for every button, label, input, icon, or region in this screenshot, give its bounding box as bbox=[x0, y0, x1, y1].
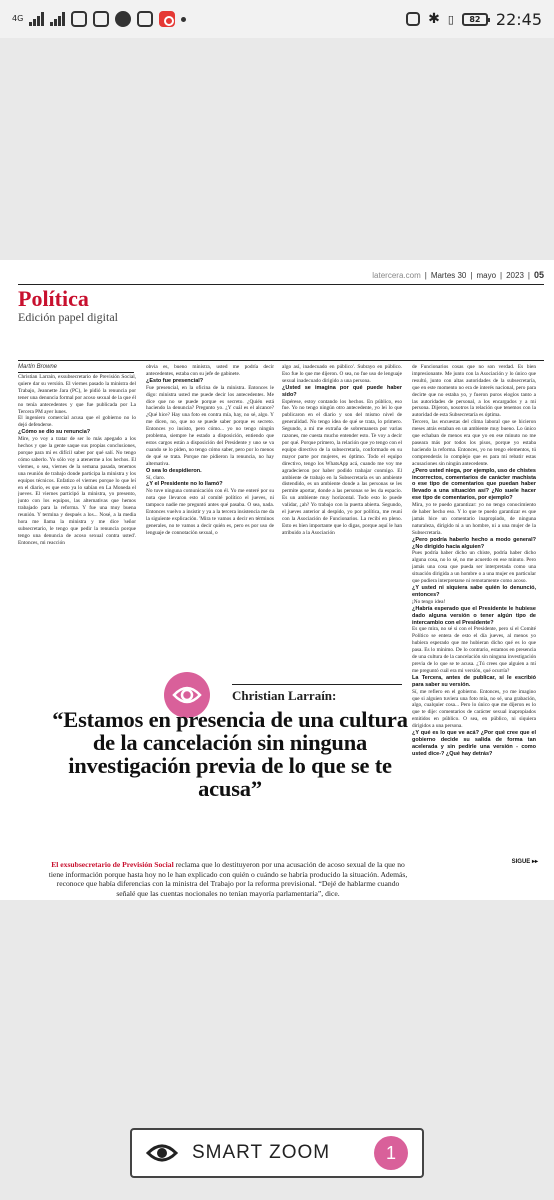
article-paragraph: El ingeniero comercial acusa que el gobierno no lo dejó defenderse. bbox=[18, 415, 136, 429]
image-notification-icon bbox=[71, 11, 87, 27]
article-paragraph: Sí, claro. bbox=[146, 474, 165, 481]
lede-text: reclama que lo destituyeron por una acusación de acoso sexual de la que no tiene información porque hasta hoy no le han explicado con quién o cuándo se habría producido la situación. Además, reconoce que había diferencias con la ministra del Trabajo por la reforma previsional. “Dejé de hablarme cuando señalé que las cuentas nocionales no tenían mayoría parlamentaria”, dice. bbox=[48, 860, 408, 898]
interview-question: O sea lo despidieron. bbox=[146, 467, 202, 474]
page-header: latercera.com | Martes 30 | mayo | 2023 | 05 bbox=[372, 270, 544, 280]
network-type: 4G bbox=[12, 14, 24, 23]
eye-icon bbox=[146, 1142, 178, 1164]
search-app-icon bbox=[159, 11, 175, 27]
status-bar bbox=[0, 0, 554, 38]
interview-question: ¿Habría esperado que el Presidente le hubiese dado alguna versión o tener algún tipo de intercambio con el Presidente? bbox=[412, 605, 536, 626]
article-column-2 bbox=[146, 364, 274, 694]
article-paragraph: Pues podría haber dicho un chiste, podría haber dicho alguna cosa, no lo sé, no me acuerdo en ese minuto. Pero jamás una cosa que pueda ser interpretada como una situación dirigida a un hombre o a una mujer en particular que pudiera interpretarse ni remotamente como acoso. bbox=[412, 550, 536, 585]
article-paragraph: ¡No tengo idea! bbox=[412, 598, 446, 605]
interview-question: ¿Esto fue presencial? bbox=[146, 377, 204, 384]
smart-zoom-bar[interactable] bbox=[130, 1128, 424, 1178]
article-column-3 bbox=[282, 364, 402, 694]
byline-rule bbox=[18, 372, 134, 373]
signal-2-icon bbox=[50, 12, 65, 26]
section-rule bbox=[18, 360, 544, 361]
lede-highlight: El exsubsecretario de Previsión Social bbox=[51, 860, 174, 869]
section-title: Política bbox=[18, 286, 89, 311]
interview-question: ¿Pero podría haberlo hecho a modo general? ¿No dirigido hacia alguien? bbox=[412, 536, 536, 550]
interview-question: ¿Y el Presidente no lo llamó? bbox=[146, 481, 223, 488]
newspaper-page[interactable] bbox=[0, 260, 554, 900]
page-weekday: Martes 30 bbox=[430, 271, 467, 280]
page-year: 2023 bbox=[506, 271, 524, 280]
clock: 22:45 bbox=[495, 9, 542, 29]
interview-question: ¿Pero usted niega, por ejemplo, uso de chistes incorrectos, comentarios de carácter machista o ese tipo de comentarios que puedan haber llevado a una situación así? ¿No suele hacer ese tipo de comentarios, por ejemplo? bbox=[412, 467, 536, 502]
article-paragraph: No tuve ninguna comunicación con él. Yo me enteré por su nota que llevaron esto al comité político el jueves, ni tampoco nadie me preguntó antes qué pasaba. O sea, nada. Entonces vuelvo a insistir y ya a la tercera insistencia me da la siguiente explicación. 'Mira te vamos a decir en términos generales, no te vamos a decir quién es, pero es por uso de lenguaje de connotación sexual, o bbox=[146, 488, 274, 536]
article-paragraph: Mira, yo te puedo garantizar: yo no tengo conocimiento de haber hecho eso. Y lo que te puedo garantizar es que jamás hice un comentario inapropiado, de ninguna naturaleza, dirigido ni a un hombre, ni a una mujer de la Subsecretaría. bbox=[412, 502, 536, 536]
smart-zoom-count-badge[interactable]: 1 bbox=[374, 1136, 408, 1170]
pull-quote: “Estamos en presencia de una cultura de la cancelación sin ninguna investigación previa de lo que se te acusa” bbox=[52, 707, 408, 801]
smart-zoom-label: SMART ZOOM bbox=[192, 1142, 331, 1163]
article-paragraph: Sí, me refiero en el gobierno. Entonces, yo me imagino que si alguien tuviera una foto mía, no sé, una grabación, algo, cualquier cosa... Pero lo único que me dijeron es lo que te dije: comentarios de carácter sexual inapropiados emitidos en público. O sea, en público, ni siquiera dirigidos a una persona. bbox=[412, 688, 536, 730]
vibrate-icon: ▯ bbox=[447, 12, 454, 26]
article-paragraph: Tercero, las encuestas del clima laboral que se hicieron meses atrás estaban en un ambiente muy bueno. Lo único que echaban de menos era que yo en ese minuto no me paseara más por todos los pisos, porque yo estaba haciendo la reforma. Entonces, yo no tengo elementos, tú comprenderás lo complejo que es para mí rebatir estas acusaciones sin ningún antecedente. bbox=[412, 419, 536, 467]
news-app-icon bbox=[181, 17, 186, 22]
battery-level: 82 bbox=[469, 14, 481, 24]
article-paragraph: Christian Larraín, exsubsecretario de Previsión Social, quiere dar su versión. El viernes pasado la ministra del Trabajo, Jeannette Jara (PC), le pidió la renuncia por tener una denuncia formal por acoso sexual de la que él no tenía antecedentes y que fue publicada por La Tercera PM ayer lunes. bbox=[18, 374, 136, 415]
interview-question: ¿Y qué es lo que ve acá? ¿Por qué cree que el gobierno decide su salida de forma tan acelerada y sin pedirle una versión - como usted dice-? ¿Qué hay detrás? bbox=[412, 730, 536, 757]
page-domain: latercera.com bbox=[372, 271, 421, 280]
byline: Martín Browne bbox=[18, 364, 58, 370]
signal-icon bbox=[29, 12, 44, 26]
article-paragraph: Es que mira, no sé si con el Presidente, pero sí el Comité Político se entera de esto el día jueves, al menos yo hubiera esperado que me hubieran dicho qué es lo que pasa. Es lo mínimo. De lo contrario, estamos en presencia de una cultura de la cancelación sin ninguna investigación previa de lo que se te acusa. ¿Tú crees que alguien a mí me preguntó cuál era mi versión, qué ocurría? bbox=[412, 626, 536, 674]
interview-question: La Tercera, antes de publicar, sí le escribió para saber su versión. bbox=[412, 674, 536, 688]
interview-question: ¿Y usted ni siquiera sabe quién lo denunció, entonces? bbox=[412, 585, 536, 598]
article-paragraph: Espérese, estoy contando los hechos. En público, eso fue. Yo no tengo ningún otro antecedente, yo lei lo que publicaron en el diario y son del mismo nivel de generalidad. No tengo idea de qué se trata, lo primero. Segundo, a mí me extraña de sobremanera por varias razones, me cuesta mucho entender esto. Te voy a decir por qué. Porque primero, la relación que yo tengo con el equipo directivo de la subsecretaría, conformado en su mayor parte por mujeres, es óptimo. Todo el equipo directivo, tengo los WhatsApp acá, cuando me voy me agradecieron por haber podido trabajar conmigo. El ambiente de trabajo en la Subsecretaría es un ambiente distendido, es un ambiente donde a las personas se les permite aportar, donde a las personas se les da espacio. Es un ambiente muy horizontal. Todo esto lo puede validar, ¿ah? Yo trabajo con la puerta abierta. Segundo, el jueves anterior al despido, yo por política, me reuní con la Asociación de Funcionarios. La recibí en pleno. Esto es bien importante que lo digas, porque aquí le han atribuido a la Asociación bbox=[282, 398, 402, 536]
lede-paragraph bbox=[48, 860, 408, 898]
battery-icon bbox=[462, 13, 488, 26]
article-column-4 bbox=[412, 364, 536, 854]
globe-notification-icon bbox=[115, 11, 131, 27]
article-paragraph: Mire, yo voy a tratar de ser lo más apegado a los hechos y que la gente saque sus propias conclusiones, porque para mí es difícil saber por qué salí. No tengo cómo saberlo. Yo sólo voy a atenerme a los hechos. El viernes, o sea, viernes de la semana pasada, tenemos una reunión de trabajo donde participa la ministra y los equipos técnicos. Enfatizo el viernes porque lo que leí en el diario, es que esto ya lo sabían en La Moneda el jueves. El viernes participó la ministra, yo presento, junto con los equipos, las alternativas que hemos trabajado para la reforma. Y fue una muy buena reunión. Y termina y después a los... Nosé, a la media hora me llama la ministra y me dice 'señor subsecretario, le tengo que pedir la renuncia porque tengo una denuncia de acoso sexual contra usted'. Entonces, mi reacción bbox=[18, 436, 136, 546]
page-number: 05 bbox=[533, 270, 544, 280]
article-paragraph: algo así, inadecuado en público'. Subrayo en público. Eso fue lo que me dijeron. O sea, no fue uso de lenguaje sexual inadecuado dirigido a una persona. bbox=[282, 364, 402, 384]
article-paragraph: Fue presencial, en la oficina de la ministra. Entonces le digo: ministra usted me puede decir los antecedentes. Me dice que no se puede porque es secreto. ¿Quién está haciendo la denuncia? Pregunto yo. ¿Y cuál es el alcance? ¿Qué hice? Hay una foto en contra mía, hay, no sé, algo. Y me dicen, no, que no se puede saber porque es secreto. Entonces yo insisto, pero cómo... yo no tengo ningún problema, siempre he estado a disposición, entiendo que estos cargos están a disposición del Presidente y uno se va cuando se lo piden, no tengo cómo saber, pero por lo menos de qué se trata. Porque me pidieron la renuncia, no hay alternativa. bbox=[146, 384, 274, 467]
bluetooth-icon: ✱ bbox=[428, 11, 440, 27]
instagram-icon bbox=[93, 11, 109, 27]
photo-notification-icon bbox=[137, 11, 153, 27]
header-rule bbox=[18, 284, 544, 285]
eye-icon bbox=[172, 685, 202, 705]
quote-rule bbox=[232, 684, 402, 685]
nfc-icon bbox=[406, 12, 420, 26]
article-paragraph: de Funcionarios cosas que no son verdad. Es bien impresionante. Me junto con la Asociación y lo único que resultó, junto con altas autoridades de la subsecretaría, que en este momento no era de interés nacional, pero para decirte que no estaba yo, y fueron puros elogios tanto a las autoridades de personal, a los encargados y a mi persona. Dijeron, nosotros la relación que tenemos con la autoridad de esta Subsecretaría es óptima. bbox=[412, 364, 536, 419]
interview-question: ¿Usted se imagina por qué puede haber sido? bbox=[282, 384, 402, 398]
continue-label: SIGUE ▸▸ bbox=[511, 859, 538, 865]
interview-question: ¿Cómo se dio su renuncia? bbox=[18, 429, 91, 436]
page-month: mayo bbox=[476, 271, 497, 280]
article-paragraph: obvia es, bueno ministra, usted me podría decir antecedentes, estaba con su jefe de gabinete. bbox=[146, 364, 274, 377]
article-column-1 bbox=[18, 374, 136, 696]
section-subtitle: Edición papel digital bbox=[18, 310, 118, 324]
quote-author: Christian Larraín: bbox=[232, 688, 337, 703]
